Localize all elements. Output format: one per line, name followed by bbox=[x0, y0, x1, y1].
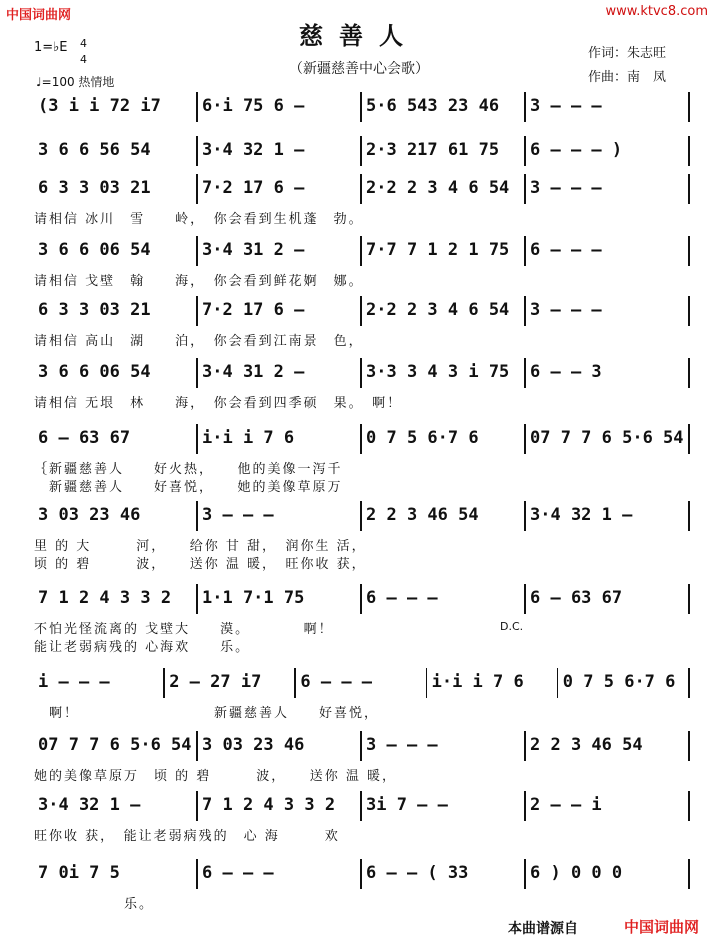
bar-line bbox=[196, 791, 198, 821]
measure-notes: 6 3 3 03 21 bbox=[38, 178, 151, 198]
meter-bottom: 4 bbox=[80, 53, 87, 66]
measure-notes: 2 – 27 i7 bbox=[169, 672, 262, 692]
measure-notes: 6 – – – ) bbox=[530, 140, 623, 160]
measure-notes: i – – – bbox=[38, 672, 110, 692]
measure-notes: 6 – – – bbox=[300, 672, 373, 692]
lyric-line: 乐。 bbox=[34, 897, 155, 912]
bar-line bbox=[360, 174, 362, 204]
bar-line bbox=[196, 296, 198, 326]
measure-notes: 3·4 32 1 – bbox=[202, 140, 305, 160]
composer-credit: 作曲：南 凤 bbox=[588, 70, 667, 85]
meter-top: 4 bbox=[80, 37, 87, 50]
lyric-line: 里 的 大 河， 给你 甘 甜， 润你生 活， bbox=[34, 539, 367, 554]
measure-notes: 5·6 543 23 46 bbox=[366, 96, 500, 116]
bar-line bbox=[196, 236, 198, 266]
measure-notes: 6 – – – bbox=[366, 588, 438, 608]
measure-notes: 2·2 2 3 4 6 54 bbox=[366, 178, 510, 198]
bar-line bbox=[294, 668, 296, 698]
bar-line bbox=[524, 731, 526, 761]
bar-line bbox=[524, 92, 526, 122]
measure-notes: 3·4 31 2 – bbox=[202, 240, 305, 260]
lyric-line: 她的美像草原万 顷 的 碧 波， 送你 温 暖， bbox=[34, 769, 398, 784]
bar-line bbox=[360, 236, 362, 266]
lyric-line: 啊！ 新疆慈善人 好喜悦， bbox=[34, 706, 380, 721]
bar-line bbox=[524, 236, 526, 266]
bar-line bbox=[524, 501, 526, 531]
measure-notes: 3 6 6 56 54 bbox=[38, 140, 151, 160]
lyric-line: 请相信 戈壁 翰 海， 你会看到鲜花婀 娜。 bbox=[34, 274, 364, 289]
measure-notes: 7 1 2 4 3 3 2 bbox=[38, 588, 172, 608]
bar-line bbox=[360, 791, 362, 821]
key-signature: 1=♭E bbox=[34, 40, 68, 55]
bar-line bbox=[360, 584, 362, 614]
measure-notes: 3 6 6 06 54 bbox=[38, 240, 151, 260]
bar-line bbox=[524, 296, 526, 326]
bar-line bbox=[524, 358, 526, 388]
measure-notes: 6 – – – bbox=[202, 863, 274, 883]
bar-line bbox=[688, 668, 690, 698]
lyric-line: 请相信 冰川 雪 岭， 你会看到生机蓬 勃。 bbox=[34, 212, 364, 227]
measure-notes: 6 3 3 03 21 bbox=[38, 300, 151, 320]
bar-line bbox=[360, 501, 362, 531]
bar-line bbox=[524, 136, 526, 166]
bar-line bbox=[688, 92, 690, 122]
measure-notes: 7·2 17 6 – bbox=[202, 178, 305, 198]
lyricist-credit: 作词：朱志旺 bbox=[588, 46, 667, 61]
bar-line bbox=[196, 584, 198, 614]
measure-notes: 2 2 3 46 54 bbox=[530, 735, 643, 755]
bar-line bbox=[557, 668, 559, 698]
measure-notes: i·i i 7 6 bbox=[431, 672, 524, 692]
measure-notes: 3 – – – bbox=[530, 178, 602, 198]
bar-line bbox=[524, 424, 526, 454]
measure-notes: 6 ) 0 0 0 bbox=[530, 863, 623, 883]
bar-line bbox=[688, 136, 690, 166]
bar-line bbox=[196, 136, 198, 166]
bar-line bbox=[524, 859, 526, 889]
measure-notes: 3 – – – bbox=[202, 505, 274, 525]
bar-line bbox=[688, 424, 690, 454]
measure-notes: 6 – 63 67 bbox=[38, 428, 131, 448]
measure-notes: 3 03 23 46 bbox=[202, 735, 305, 755]
bar-line bbox=[688, 358, 690, 388]
lyric-line: 请相信 无垠 林 海， 你会看到四季硕 果。 啊！ bbox=[34, 396, 403, 411]
measure-notes: 07 7 7 6 5·6 54 bbox=[38, 735, 192, 755]
measure-notes: 7·2 17 6 – bbox=[202, 300, 305, 320]
lyric-line: 新疆慈善人 好喜悦， 她的美像草原万 bbox=[34, 480, 343, 495]
bar-line bbox=[524, 174, 526, 204]
measure-notes: 6 – – ( 33 bbox=[366, 863, 469, 883]
measure-notes: 0 7 5 6·7 6 bbox=[562, 672, 676, 692]
bar-line bbox=[688, 236, 690, 266]
measure-notes: 3i 7 – – bbox=[366, 795, 448, 815]
lyric-line: 能让老弱病残的 心海欢 乐。 bbox=[34, 640, 251, 655]
measure-notes: 3·3 3 4 3 i 75 bbox=[366, 362, 510, 382]
bar-line bbox=[196, 424, 198, 454]
site-logo-left[interactable]: 中国词曲网 bbox=[6, 8, 72, 23]
measure-notes: (3 i i 72 i7 bbox=[38, 96, 161, 116]
measure-notes: 2·2 2 3 4 6 54 bbox=[366, 300, 510, 320]
measure-notes: 3 – – – bbox=[530, 96, 602, 116]
bar-line bbox=[688, 731, 690, 761]
bar-line bbox=[360, 424, 362, 454]
bar-line bbox=[360, 92, 362, 122]
measure-notes: 0 7 5 6·7 6 bbox=[366, 428, 479, 448]
bar-line bbox=[360, 296, 362, 326]
lyric-line: ｛新疆慈善人 好火热， 他的美像一泻千 bbox=[34, 462, 343, 477]
bar-line bbox=[196, 859, 198, 889]
measure-notes: 2 2 3 46 54 bbox=[366, 505, 479, 525]
measure-notes: 2·3 217 61 75 bbox=[366, 140, 500, 160]
bar-line bbox=[524, 791, 526, 821]
measure-notes: 3 03 23 46 bbox=[38, 505, 141, 525]
site-url-right[interactable]: www.ktvc8.com bbox=[605, 4, 708, 19]
bar-line bbox=[688, 501, 690, 531]
bar-line bbox=[360, 859, 362, 889]
bar-line bbox=[196, 92, 198, 122]
measure-notes: 3·4 31 2 – bbox=[202, 362, 305, 382]
measure-notes: 6·i 75 6 – bbox=[202, 96, 305, 116]
measure-notes: 07 7 7 6 5·6 54 bbox=[530, 428, 684, 448]
measure-notes: 6 – – 3 bbox=[530, 362, 602, 382]
bar-line bbox=[360, 731, 362, 761]
lyric-line: 不怕光怪流离的 戈壁大 漠。 啊！ bbox=[34, 622, 334, 637]
measure-notes: 7·7 7 1 2 1 75 bbox=[366, 240, 510, 260]
bar-line bbox=[688, 296, 690, 326]
bar-line bbox=[360, 136, 362, 166]
bar-line bbox=[196, 501, 198, 531]
measure-notes: 3 6 6 06 54 bbox=[38, 362, 151, 382]
bar-line bbox=[688, 791, 690, 821]
measure-notes: 3·4 32 1 – bbox=[530, 505, 633, 525]
song-title: 慈善人 bbox=[299, 21, 419, 50]
footer-source-site[interactable]: 中国词曲网 bbox=[624, 918, 700, 936]
lyric-line: 顷 的 碧 波， 送你 温 暖， 旺你收 获， bbox=[34, 557, 367, 572]
lyric-line: 请相信 高山 湖 泊， 你会看到江南景 色， bbox=[34, 334, 364, 349]
bar-line bbox=[196, 358, 198, 388]
bar-line bbox=[196, 731, 198, 761]
measure-notes: 3 – – – bbox=[366, 735, 438, 755]
measure-notes: 7 0i 7 5 bbox=[38, 863, 120, 883]
measure-notes: 3 – – – bbox=[530, 300, 602, 320]
measure-notes: 3·4 32 1 – bbox=[38, 795, 141, 815]
dc-mark: D.C. bbox=[500, 620, 524, 633]
bar-line bbox=[196, 174, 198, 204]
bar-line bbox=[688, 584, 690, 614]
song-subtitle: （新疆慈善中心会歌） bbox=[289, 61, 429, 77]
lyric-line: 旺你收 获， 能让老弱病残的 心 海 欢 bbox=[34, 829, 340, 844]
footer-source-label: 本曲谱源自 bbox=[508, 921, 578, 937]
tempo-marking: ♩=100 热情地 bbox=[36, 75, 115, 89]
measure-notes: 6 – – – bbox=[530, 240, 602, 260]
bar-line bbox=[688, 174, 690, 204]
measure-notes: 6 – 63 67 bbox=[530, 588, 623, 608]
measure-notes: 7 1 2 4 3 3 2 bbox=[202, 795, 336, 815]
measure-notes: 1·1 7·1 75 bbox=[202, 588, 305, 608]
measure-notes: 2 – – i bbox=[530, 795, 602, 815]
measure-notes: i·i i 7 6 bbox=[202, 428, 295, 448]
bar-line bbox=[524, 584, 526, 614]
bar-line bbox=[360, 358, 362, 388]
bar-line bbox=[688, 859, 690, 889]
bar-line bbox=[163, 668, 165, 698]
bar-line bbox=[426, 668, 428, 698]
